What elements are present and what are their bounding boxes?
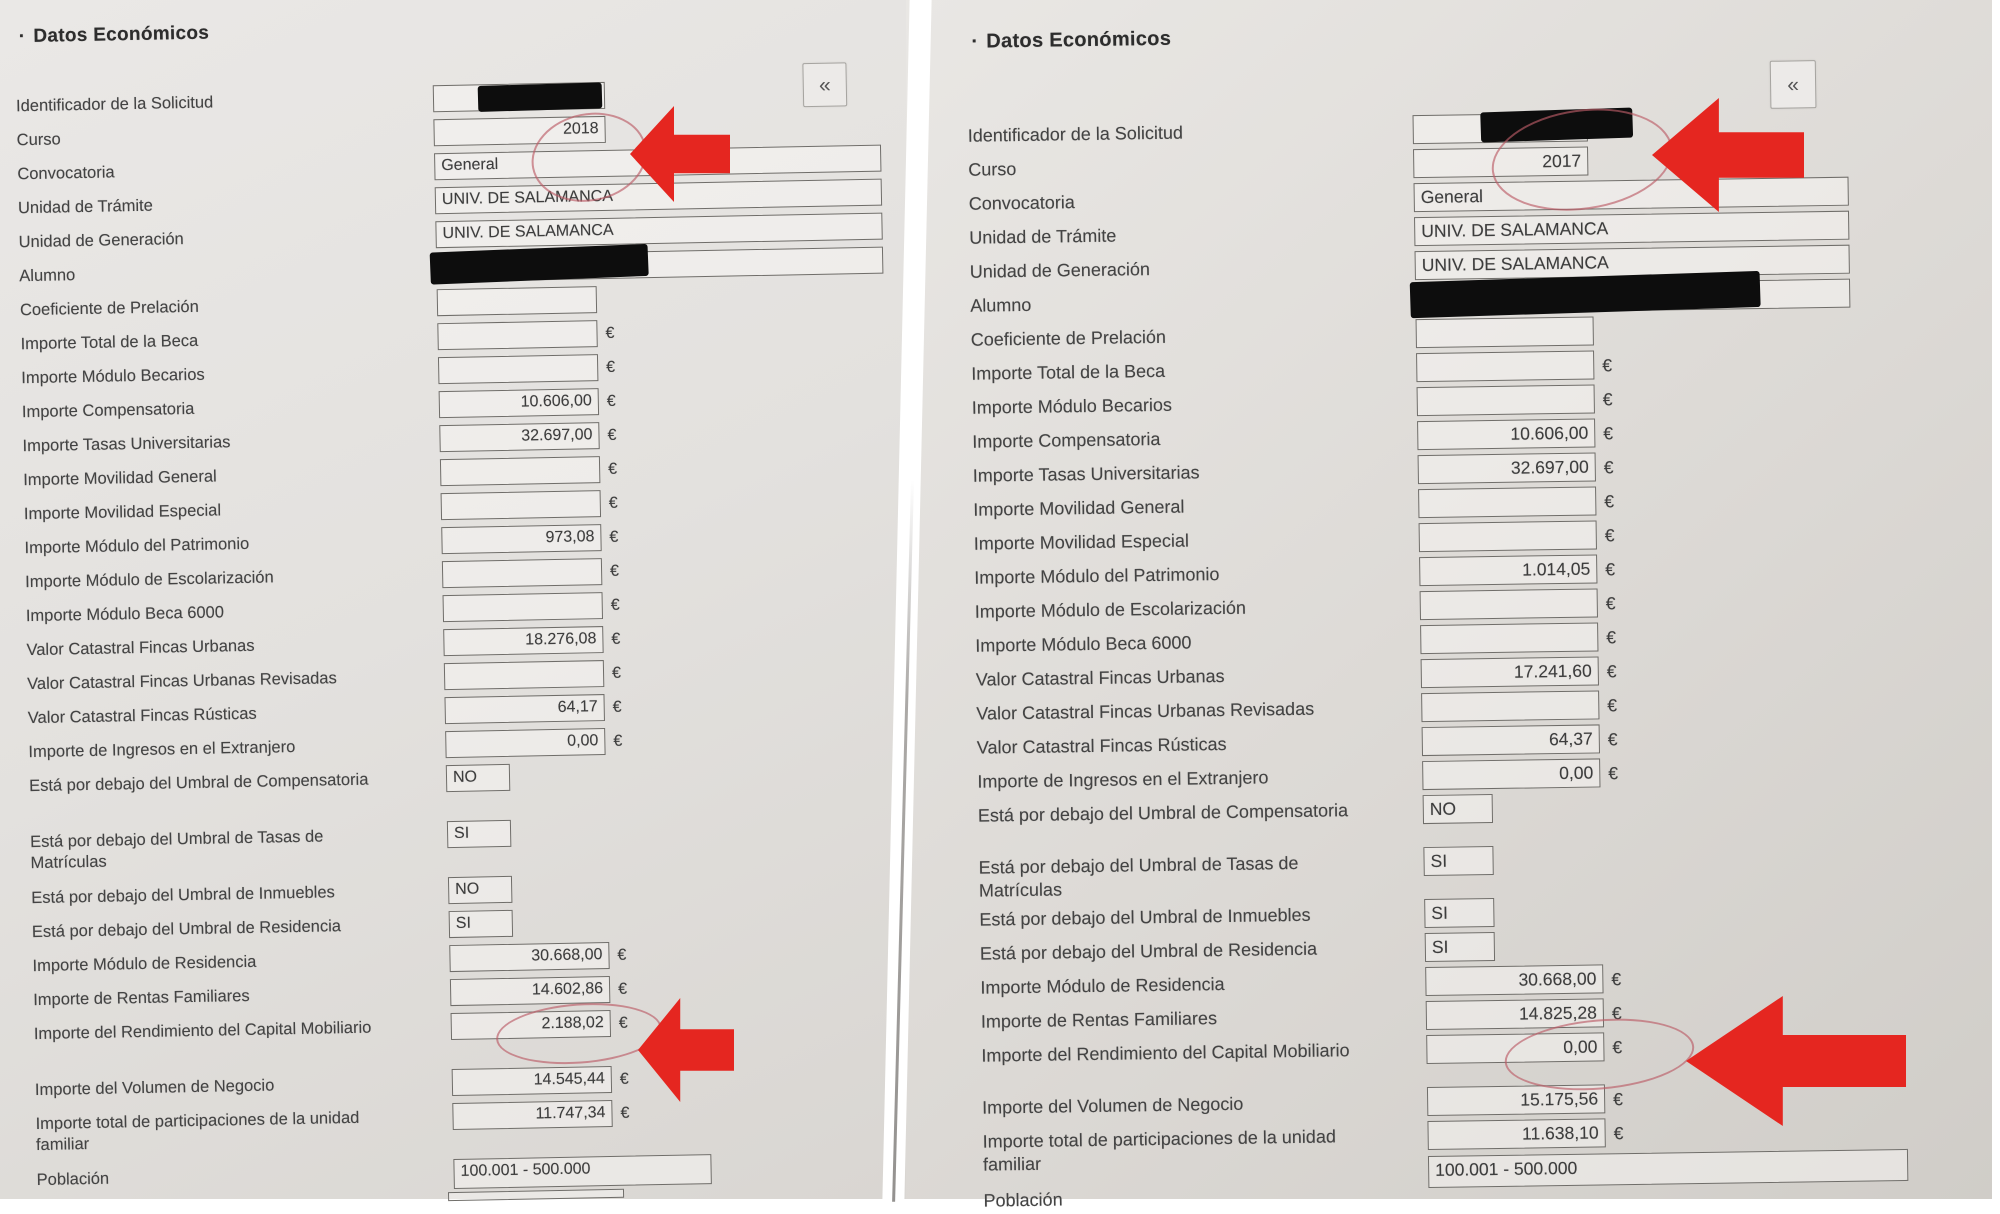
value-convocatoria: General [1420,186,1484,208]
input-valor-catastral-fincas-rusticas[interactable] [1422,724,1600,756]
label-esta-por-debajo-del-umbral-de-compensatori: Está por debajo del Umbral de Compensatoria [28,770,369,796]
value-importe-de-ingresos-en-el-extranjero: 0,00 [1559,762,1594,784]
value-convocatoria: General [441,155,499,175]
label-importe-modulo-del-patrimonio: Importe Módulo del Patrimonio [24,534,250,558]
input-coeficiente-de-prelacion[interactable] [437,286,597,316]
label-importe-tasas-universitarias: Importe Tasas Universitarias [972,462,1200,486]
value-poblacion: 100.001 - 500.000 [460,1160,591,1180]
value-importe-de-rentas-familiares: 14.602,86 [531,980,604,999]
label-esta-por-debajo-del-umbral-de-inmuebles: Está por debajo del Umbral de Inmuebles [979,904,1311,930]
input-importe-modulo-del-patrimonio[interactable] [1419,554,1597,586]
collapse-panel-button[interactable] [1770,60,1817,109]
label-convocatoria: Convocatoria [968,192,1075,214]
input-esta-por-debajo-del-umbral-de-inmuebles[interactable] [448,876,513,904]
label-alumno: Alumno [970,294,1032,316]
euro-symbol: € [618,1014,628,1032]
value-importe-modulo-de-residencia: 30.668,00 [1518,968,1597,990]
input-valor-catastral-fincas-rusticas[interactable] [444,694,604,724]
euro-symbol: € [1604,525,1615,546]
label-unidad-de-generacion: Unidad de Generación [969,259,1151,282]
label-curso: Curso [968,159,1017,180]
input-poblacion[interactable] [1428,1149,1908,1188]
label-importe-modulo-becarios: Importe Módulo Becarios [971,394,1173,418]
label-importe-compensatoria: Importe Compensatoria [972,428,1161,452]
value-esta-por-debajo-del-umbral-de-inmuebles: SI [1431,902,1449,923]
euro-symbol: € [1612,1037,1623,1058]
field-row-esta-por-debajo-del-umbral-de-tasas-de-mat [909,838,2000,902]
value-importe-modulo-de-escolarizacion [443,559,601,565]
label-importe-tasas-universitarias: Importe Tasas Universitarias [22,433,231,456]
label-importe-de-rentas-familiares: Importe de Rentas Familiares [980,1008,1218,1032]
label-convocatoria: Convocatoria [17,163,115,184]
page-right-margin [1992,0,2000,1199]
label-valor-catastral-fincas-urbanas: Valor Catastral Fincas Urbanas [26,636,255,660]
label-coeficiente-de-prelacion: Coeficiente de Prelación [19,297,199,320]
input-importe-compensatoria[interactable] [1417,418,1595,450]
value-valor-catastral-fincas-rusticas: 64,37 [1548,728,1593,750]
input-valor-catastral-fincas-urbanas[interactable] [1421,656,1599,688]
euro-symbol: € [611,664,622,682]
redaction-bar [478,82,603,111]
label-importe-del-volumen-de-negocio: Importe del Volumen de Negocio [982,1093,1244,1118]
euro-symbol: € [1605,559,1616,580]
label-importe-compensatoria: Importe Compensatoria [21,399,195,422]
value-unidad-de-generacion: UNIV. DE SALAMANCA [442,221,614,243]
value-importe-total-de-participaciones-de-la-uni: 11.747,34 [535,1104,606,1123]
value-importe-movilidad-especial [1420,521,1596,527]
input-importe-total-de-la-beca[interactable] [437,320,597,350]
label-importe-modulo-de-escolarizacion: Importe Módulo de Escolarización [974,597,1247,622]
euro-symbol: € [617,946,627,964]
euro-symbol: € [1607,695,1618,716]
euro-symbol: € [1605,593,1616,614]
economic-data-form [0,0,919,1208]
input-esta-por-debajo-del-umbral-de-residencia[interactable] [1425,932,1495,962]
input-importe-tasas-universitarias[interactable] [439,422,599,452]
label-importe-total-de-participaciones-de-la-uni: Importe total de participaciones de la unidad familiar [35,1108,360,1155]
value-unidad-de-generacion: UNIV. DE SALAMANCA [1421,252,1609,276]
value-esta-por-debajo-del-umbral-de-tasas-de-mat: SI [1430,850,1448,871]
label-importe-de-ingresos-en-el-extranjero: Importe de Ingresos en el Extranjero [28,737,296,762]
euro-symbol: € [617,980,628,998]
input-importe-de-ingresos-en-el-extranjero[interactable] [1422,758,1600,790]
label-importe-modulo-beca-6000: Importe Módulo Beca 6000 [25,603,225,626]
field-row-esta-por-debajo-del-umbral-de-tasas-de-mat [4,812,912,873]
input-importe-tasas-universitarias[interactable] [1418,452,1596,484]
label-importe-del-volumen-de-negocio: Importe del Volumen de Negocio [34,1076,275,1100]
input-valor-catastral-fincas-urbanas-revisadas[interactable] [444,660,604,690]
value-curso: 2017 [1542,150,1582,172]
euro-symbol: € [1612,1089,1624,1110]
euro-symbol: € [609,528,619,546]
input-valor-catastral-fincas-urbanas[interactable] [443,626,603,656]
input-importe-total-de-la-beca[interactable] [1416,350,1594,382]
value-valor-catastral-fincas-urbanas: 18.276,08 [525,630,597,649]
value-importe-de-ingresos-en-el-extranjero: 0,00 [567,732,599,750]
input-importe-modulo-del-patrimonio[interactable] [441,524,601,554]
collapse-panel-button[interactable] [802,62,847,107]
input-importe-de-ingresos-en-el-extranjero[interactable] [445,728,605,758]
euro-symbol: € [607,426,617,444]
euro-symbol: € [607,460,618,478]
euro-symbol: € [611,630,621,648]
euro-symbol: € [1602,389,1613,410]
value-importe-modulo-de-residencia: 30.668,00 [531,946,603,965]
value-importe-compensatoria: 10.606,00 [520,392,592,411]
input-importe-modulo-de-residencia[interactable] [1425,964,1603,996]
value-poblacion: 100.001 - 500.000 [1435,1157,1578,1180]
euro-symbol: € [606,358,616,376]
value-importe-tasas-universitarias: 32.697,00 [521,426,593,445]
input-esta-por-debajo-del-umbral-de-compensatori[interactable] [1423,794,1493,824]
value-valor-catastral-fincas-urbanas-revisadas [445,661,603,667]
label-importe-modulo-de-escolarizacion: Importe Módulo de Escolarización [25,568,274,592]
euro-symbol: € [1604,491,1615,512]
value-importe-compensatoria: 10.606,00 [1510,422,1589,444]
label-valor-catastral-fincas-rusticas: Valor Catastral Fincas Rústicas [27,704,257,728]
title-text: Datos Económicos [33,22,210,47]
title-text: Datos Económicos [986,27,1172,53]
label-importe-movilidad-general: Importe Movilidad General [23,467,217,490]
photo-page-right [906,0,2000,1211]
value-importe-movilidad-general [1419,487,1595,493]
euro-symbol: € [1613,1123,1624,1144]
label-alumno: Alumno [19,266,76,286]
label-esta-por-debajo-del-umbral-de-residencia: Está por debajo del Umbral de Residencia [979,938,1318,964]
value-esta-por-debajo-del-umbral-de-compensatori: NO [1429,798,1457,819]
label-importe-total-de-la-beca: Importe Total de la Beca [971,360,1166,384]
euro-symbol: € [610,596,620,614]
label-importe-movilidad-especial: Importe Movilidad Especial [973,530,1190,554]
label-importe-modulo-de-residencia: Importe Módulo de Residencia [980,974,1225,998]
label-importe-movilidad-especial: Importe Movilidad Especial [23,501,222,524]
label-coeficiente-de-prelacion: Coeficiente de Prelación [970,326,1167,350]
input-importe-modulo-de-escolarizacion[interactable] [442,558,602,588]
euro-symbol: € [1607,729,1618,750]
label-importe-modulo-becarios: Importe Módulo Becarios [21,365,205,388]
label-unidad-de-tramite: Unidad de Trámite [969,225,1117,248]
value-curso: 2018 [562,120,599,138]
euro-symbol: € [609,562,620,580]
input-poblacion[interactable] [453,1154,712,1189]
section-title [19,23,210,49]
value-valor-catastral-fincas-urbanas-revisadas [1422,691,1598,697]
label-importe-de-ingresos-en-el-extranjero: Importe de Ingresos en el Extranjero [977,767,1269,792]
input-importe-movilidad-especial[interactable] [1419,520,1597,552]
input-unidad-de-generacion[interactable] [435,213,882,249]
input-importe-modulo-beca-6000[interactable] [443,592,603,622]
euro-symbol: € [1603,457,1614,478]
input-importe-modulo-beca-6000[interactable] [1420,622,1598,654]
field-row-identificador-de-la-solicitud [899,107,1993,146]
input-importe-compensatoria[interactable] [439,388,599,418]
label-importe-modulo-de-residencia: Importe Módulo de Residencia [32,952,257,976]
label-curso: Curso [16,130,61,150]
value-unidad-de-tramite: UNIV. DE SALAMANCA [1421,218,1609,242]
euro-symbol: € [1611,1003,1622,1024]
input-importe-modulo-becarios[interactable] [438,354,598,384]
input-importe-de-rentas-familiares[interactable] [450,976,610,1006]
input-importe-total-de-participaciones-de-la-uni[interactable] [452,1100,612,1130]
value-esta-por-debajo-del-umbral-de-residencia: SI [455,914,472,932]
value-coeficiente-de-prelacion [1417,317,1593,323]
input-importe-modulo-becarios[interactable] [1417,384,1595,416]
euro-symbol: € [605,324,615,342]
input-coeficiente-de-prelacion[interactable] [1416,316,1594,348]
label-valor-catastral-fincas-urbanas-revisadas: Valor Catastral Fincas Urbanas Revisadas [976,698,1315,724]
label-valor-catastral-fincas-urbanas: Valor Catastral Fincas Urbanas [975,665,1225,690]
euro-symbol: € [612,698,622,716]
label-esta-por-debajo-del-umbral-de-compensatori: Está por debajo del Umbral de Compensatoria [977,800,1349,826]
value-importe-modulo-del-patrimonio: 973,08 [545,528,595,547]
label-importe-total-de-la-beca: Importe Total de la Beca [20,331,199,354]
value-importe-movilidad-general [441,457,599,463]
euro-symbol: € [1602,355,1613,376]
label-importe-modulo-beca-6000: Importe Módulo Beca 6000 [975,632,1192,656]
input-importe-del-volumen-de-negocio[interactable] [452,1066,612,1096]
value-importe-modulo-del-patrimonio: 1.014,05 [1521,558,1591,580]
input-importe-modulo-de-escolarizacion[interactable] [1420,588,1598,620]
input-unidad-de-tramite[interactable] [1414,211,1849,246]
value-importe-del-rendimiento-del-capital-mobili: 0,00 [1563,1036,1598,1058]
input-valor-catastral-fincas-urbanas-revisadas[interactable] [1421,690,1599,722]
label-valor-catastral-fincas-rusticas: Valor Catastral Fincas Rústicas [976,733,1227,758]
label-identificador-de-la-solicitud: Identificador de la Solicitud [15,93,214,116]
label-poblacion: Población [983,1189,1063,1211]
label-poblacion: Población [36,1169,110,1190]
euro-symbol: € [1603,423,1614,444]
value-importe-modulo-becarios [439,355,597,361]
value-unidad-de-tramite: UNIV. DE SALAMANCA [441,187,614,209]
value-importe-total-de-participaciones-de-la-uni: 11.638,10 [1521,1122,1599,1144]
label-esta-por-debajo-del-umbral-de-residencia: Está por debajo del Umbral de Residencia [31,917,342,942]
euro-symbol: € [1606,627,1617,648]
label-esta-por-debajo-del-umbral-de-inmuebles: Está por debajo del Umbral de Inmuebles [31,883,335,908]
title-bullet-icon: · [18,26,26,48]
value-importe-del-rendimiento-del-capital-mobili: 2.188,02 [541,1014,604,1033]
label-unidad-de-tramite: Unidad de Trámite [17,196,153,218]
euro-symbol: € [606,392,616,410]
chevron-double-left-icon: « [818,73,831,97]
label-importe-de-rentas-familiares: Importe de Rentas Familiares [33,986,250,1010]
label-importe-movilidad-general: Importe Movilidad General [973,496,1185,520]
value-esta-por-debajo-del-umbral-de-compensatori: NO [452,768,478,786]
field-row-identificador-de-la-solicitud [0,73,898,116]
value-importe-total-de-la-beca [438,321,596,327]
label-unidad-de-generacion: Unidad de Generación [18,230,184,252]
input-importe-movilidad-general[interactable] [440,456,600,486]
partial-field-box [448,1189,624,1201]
value-esta-por-debajo-del-umbral-de-residencia: SI [1431,936,1449,957]
value-importe-del-volumen-de-negocio: 14.545,44 [533,1070,605,1089]
value-importe-del-volumen-de-negocio: 15.175,56 [1520,1088,1599,1110]
euro-symbol: € [608,494,618,512]
label-esta-por-debajo-del-umbral-de-tasas-de-mat: Está por debajo del Umbral de Tasas de Matrículas [978,852,1299,902]
field-row-importe-del-volumen-de-negocio [9,1060,917,1100]
label-esta-por-debajo-del-umbral-de-tasas-de-mat: Está por debajo del Umbral de Tasas de Matrículas [30,827,324,873]
input-esta-por-debajo-del-umbral-de-tasas-de-mat[interactable] [447,820,512,848]
photo-page-left [0,0,908,1199]
label-importe-total-de-participaciones-de-la-uni: Importe total de participaciones de la unidad familiar [982,1126,1337,1176]
euro-symbol: € [619,1070,629,1088]
label-importe-del-rendimiento-del-capital-mobili: Importe del Rendimiento del Capital Mobiliario [981,1040,1350,1066]
input-importe-movilidad-especial[interactable] [441,490,601,520]
value-valor-catastral-fincas-urbanas: 17.241,60 [1513,660,1592,682]
label-identificador-de-la-solicitud: Identificador de la Solicitud [967,122,1184,146]
value-importe-de-rentas-familiares: 14.825,28 [1518,1002,1597,1024]
label-importe-modulo-del-patrimonio: Importe Módulo del Patrimonio [974,564,1220,588]
value-importe-total-de-la-beca [1417,351,1593,357]
input-esta-por-debajo-del-umbral-de-tasas-de-mat[interactable] [1423,846,1493,876]
value-importe-modulo-beca-6000 [444,593,602,599]
input-importe-total-de-participaciones-de-la-uni[interactable] [1427,1118,1605,1150]
label-importe-del-rendimiento-del-capital-mobili: Importe del Rendimiento del Capital Mobiliario [33,1018,372,1044]
input-esta-por-debajo-del-umbral-de-residencia[interactable] [449,910,514,938]
value-valor-catastral-fincas-rusticas: 64,17 [557,698,598,716]
value-importe-modulo-de-escolarizacion [1421,589,1597,595]
value-importe-tasas-universitarias: 32.697,00 [1510,456,1589,478]
input-importe-movilidad-general[interactable] [1418,486,1596,518]
input-esta-por-debajo-del-umbral-de-compensatori[interactable] [446,764,511,792]
euro-symbol: € [613,732,623,750]
input-esta-por-debajo-del-umbral-de-inmuebles[interactable] [1424,898,1494,928]
euro-symbol: € [1608,763,1619,784]
annotation-circle [494,998,664,1070]
euro-symbol: € [620,1104,630,1122]
value-importe-modulo-becarios [1418,385,1594,391]
value-importe-modulo-beca-6000 [1421,623,1597,629]
value-esta-por-debajo-del-umbral-de-inmuebles: NO [455,880,480,898]
chevron-double-left-icon: « [1787,72,1800,97]
value-esta-por-debajo-del-umbral-de-tasas-de-mat: SI [453,824,470,842]
value-coeficiente-de-prelacion [438,287,596,293]
input-importe-modulo-de-residencia[interactable] [449,942,609,972]
euro-symbol: € [1611,969,1622,990]
euro-symbol: € [1606,661,1617,682]
title-bullet-icon: · [971,30,979,53]
economic-data-form [897,0,2000,1211]
label-valor-catastral-fincas-urbanas-revisadas: Valor Catastral Fincas Urbanas Revisadas [26,669,337,694]
value-importe-movilidad-especial [442,491,600,497]
section-title [971,28,1171,54]
